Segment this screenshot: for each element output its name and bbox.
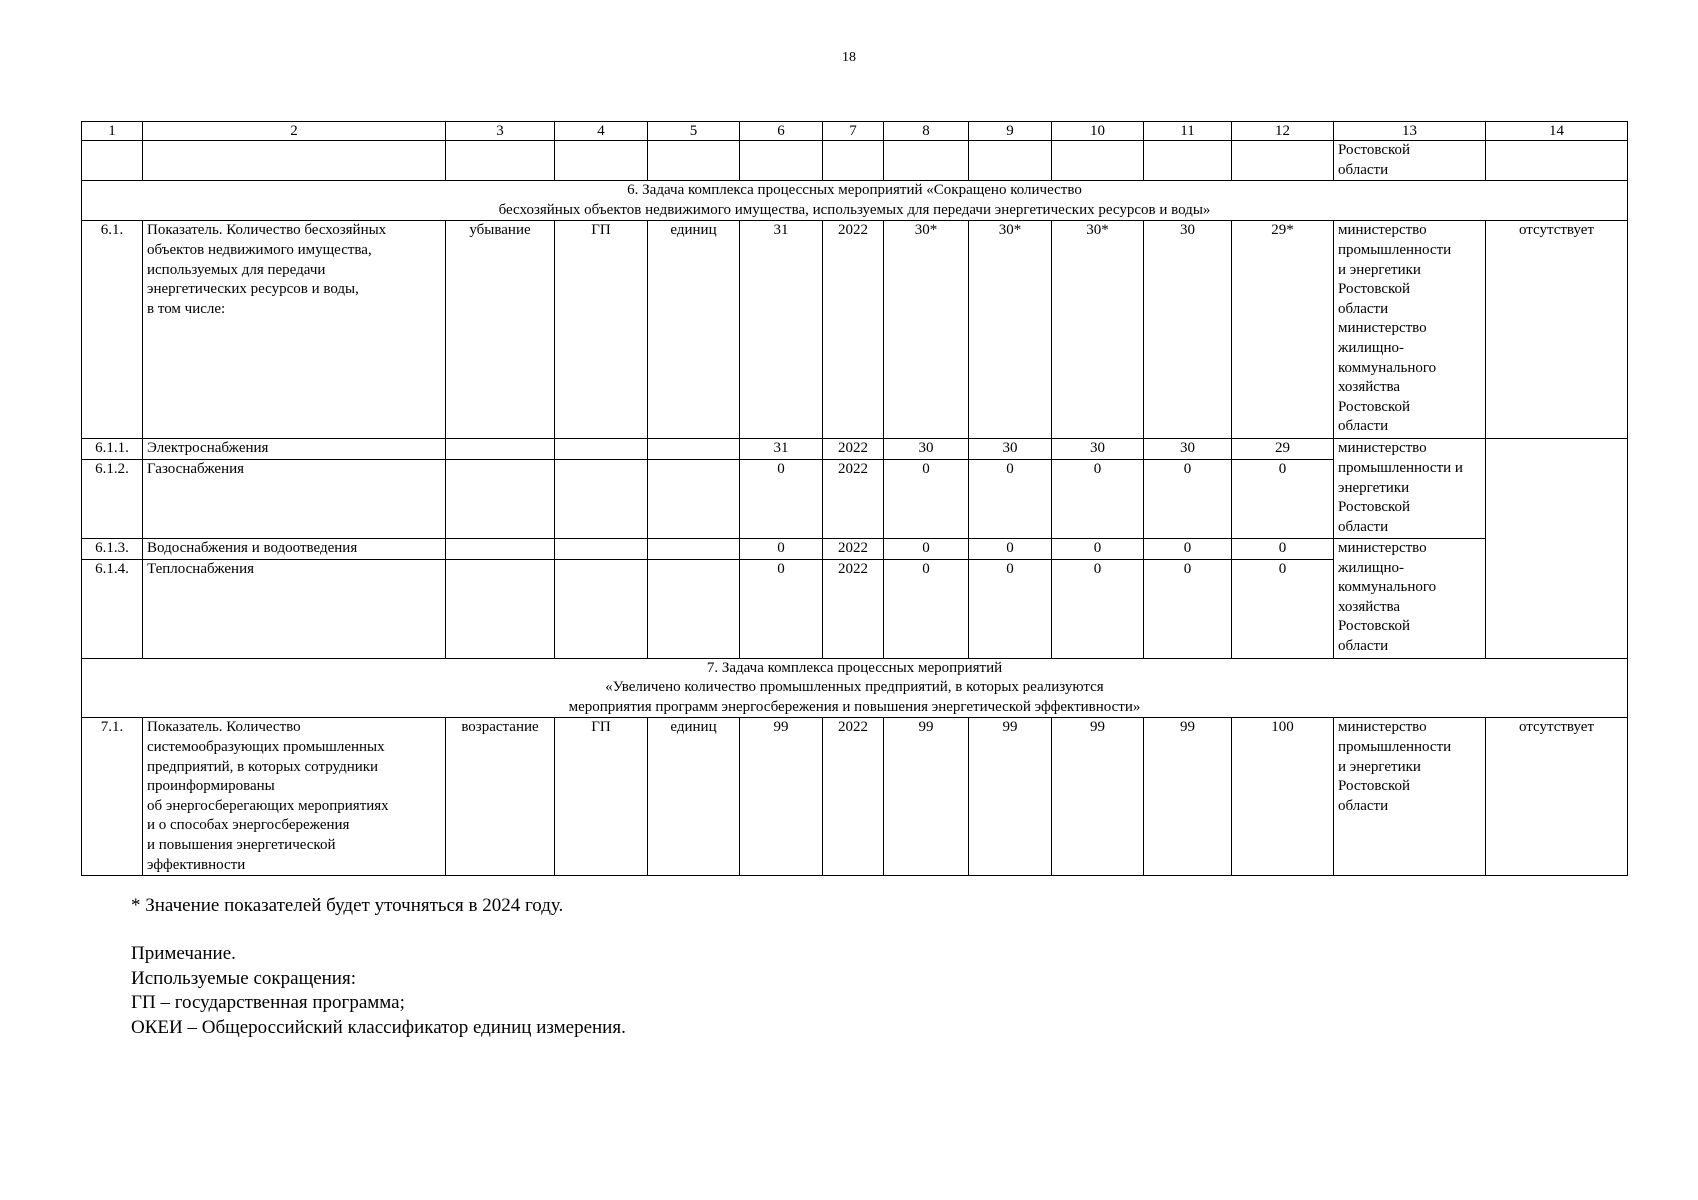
- header-cell: 6: [740, 122, 823, 141]
- base-value: 99: [740, 718, 823, 876]
- value-cell: 29: [1232, 439, 1334, 460]
- table-row-6-1: [82, 221, 1628, 439]
- abbreviations-title: Используемые сокращения:: [131, 967, 356, 989]
- value-cell: 0: [884, 459, 969, 538]
- header-cell: 13: [1334, 122, 1486, 141]
- header-cell: 12: [1232, 122, 1334, 141]
- value-cell: 30: [1144, 439, 1232, 460]
- value-cell: 0: [1052, 559, 1144, 658]
- unit-cell: единиц: [648, 718, 740, 876]
- responsible-cell: Ростовской области: [1334, 141, 1486, 181]
- value-cell: 30*: [1052, 221, 1144, 439]
- base-value: 31: [740, 221, 823, 439]
- value-cell: 30*: [884, 221, 969, 439]
- value-cell: 0: [1052, 459, 1144, 538]
- value-cell: 99: [1052, 718, 1144, 876]
- header-cell: 7: [823, 122, 884, 141]
- header-cell: 1: [82, 122, 143, 141]
- trend-cell: возрастание: [446, 718, 555, 876]
- value-cell: 29*: [1232, 221, 1334, 439]
- table-row-6-1-3: [82, 538, 1628, 559]
- value-cell: 30*: [969, 221, 1052, 439]
- value-cell: 0: [1052, 538, 1144, 559]
- task-6-title: 6. Задача комплекса процессных мероприятий «Сокращено количество бесхозяйных объектов недвижимого имущества, используемых для передачи энергетических ресурсов и воды»: [82, 181, 1628, 221]
- header-cell: 5: [648, 122, 740, 141]
- responsible-cell: министерство промышленности и энергетики Ростовской области: [1334, 718, 1486, 876]
- value-cell: 100: [1232, 718, 1334, 876]
- base-value: 31: [740, 439, 823, 460]
- table-row-6-1-1: [82, 439, 1628, 460]
- value-cell: 30: [884, 439, 969, 460]
- header-row: [82, 122, 1628, 141]
- header-cell: 10: [1052, 122, 1144, 141]
- indicators-table: [81, 121, 1628, 876]
- table-row-7-1: [82, 718, 1628, 876]
- header-cell: 11: [1144, 122, 1232, 141]
- link-cell: отсутствует: [1486, 221, 1628, 439]
- value-cell: 99: [884, 718, 969, 876]
- row-number: 6.1.2.: [82, 459, 143, 538]
- value-cell: 99: [969, 718, 1052, 876]
- header-cell: 4: [555, 122, 648, 141]
- abbreviation-item: ОКЕИ – Общероссийский классификатор единиц измерения.: [131, 1016, 626, 1038]
- continuation-row: [82, 141, 1628, 181]
- link-cell: отсутствует: [1486, 718, 1628, 876]
- abbreviation-item: ГП – государственная программа;: [131, 992, 405, 1013]
- base-year: 2022: [823, 538, 884, 559]
- row-number: 6.1.1.: [82, 439, 143, 460]
- responsible-cell: министерство промышленности и энергетики Ростовской области министерство жилищно- коммунального хозяйства Ростовской области: [1334, 221, 1486, 439]
- base-value: 0: [740, 459, 823, 538]
- base-year: 2022: [823, 221, 884, 439]
- indicator-name: Водоснабжения и водоотведения: [143, 538, 446, 559]
- value-cell: 99: [1144, 718, 1232, 876]
- value-cell: 0: [969, 459, 1052, 538]
- task-7-row: [82, 658, 1628, 718]
- base-year: 2022: [823, 718, 884, 876]
- indicator-name: Газоснабжения: [143, 459, 446, 538]
- level-cell: ГП: [555, 718, 648, 876]
- notes-block: [131, 942, 626, 1040]
- indicator-name: Электроснабжения: [143, 439, 446, 460]
- header-cell: 2: [143, 122, 446, 141]
- responsible-cell: министерство промышленности и энергетики Ростовской области: [1334, 439, 1486, 539]
- value-cell: 30: [1144, 221, 1232, 439]
- base-year: 2022: [823, 559, 884, 658]
- page-number: 18: [842, 50, 856, 65]
- header-cell: 14: [1486, 122, 1628, 141]
- value-cell: 0: [1232, 538, 1334, 559]
- indicator-name: Показатель. Количество системообразующих промышленных предприятий, в которых сотрудники проинформированы об энергосберегающих мероприятиях и о способах энергосбережения и повышения энергетической эффективности: [143, 718, 446, 876]
- base-year: 2022: [823, 459, 884, 538]
- value-cell: 0: [969, 559, 1052, 658]
- base-year: 2022: [823, 439, 884, 460]
- indicator-name: Теплоснабжения: [143, 559, 446, 658]
- row-number: 6.1.4.: [82, 559, 143, 658]
- header-cell: 3: [446, 122, 555, 141]
- base-value: 0: [740, 538, 823, 559]
- value-cell: 30: [1052, 439, 1144, 460]
- row-number: 7.1.: [82, 718, 143, 876]
- indicator-name: Показатель. Количество бесхозяйных объектов недвижимого имущества, используемых для передачи энергетических ресурсов и воды, в том числе:: [143, 221, 446, 439]
- notes-title: Примечание.: [131, 943, 236, 964]
- row-number: 6.1.3.: [82, 538, 143, 559]
- value-cell: 0: [1232, 459, 1334, 538]
- header-cell: 8: [884, 122, 969, 141]
- trend-cell: убывание: [446, 221, 555, 439]
- base-value: 0: [740, 559, 823, 658]
- footnote: * Значение показателей будет уточняться в 2024 году.: [131, 895, 564, 916]
- value-cell: 0: [969, 538, 1052, 559]
- task-6-row: [82, 181, 1628, 221]
- row-number: 6.1.: [82, 221, 143, 439]
- value-cell: 0: [884, 538, 969, 559]
- task-7-title: 7. Задача комплекса процессных мероприятий «Увеличено количество промышленных предприятий, в которых реализуются мероприятия программ энергосбережения и повышения энергетической эффективности»: [82, 658, 1628, 718]
- value-cell: 0: [1144, 538, 1232, 559]
- value-cell: 0: [1144, 559, 1232, 658]
- header-cell: 9: [969, 122, 1052, 141]
- level-cell: ГП: [555, 221, 648, 439]
- unit-cell: единиц: [648, 221, 740, 439]
- value-cell: 0: [1144, 459, 1232, 538]
- value-cell: 0: [884, 559, 969, 658]
- responsible-cell: министерство жилищно- коммунального хозяйства Ростовской области: [1334, 538, 1486, 658]
- value-cell: 30: [969, 439, 1052, 460]
- value-cell: 0: [1232, 559, 1334, 658]
